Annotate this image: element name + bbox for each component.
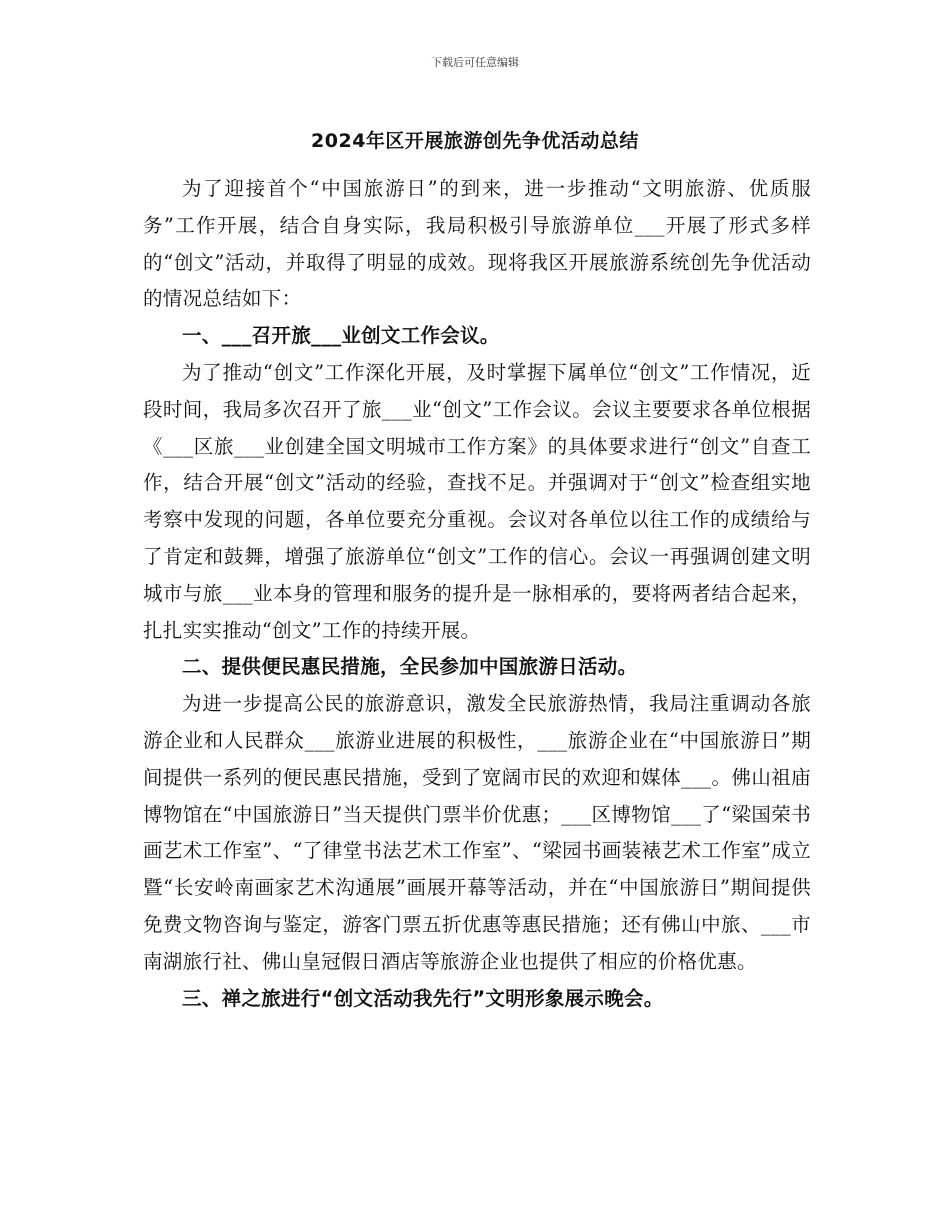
document-title: 2024年区开展旅游创先争优活动总结: [311, 130, 639, 152]
section-1-heading: 一、___召开旅___业创文工作会议。: [182, 324, 500, 348]
section-1-paragraph: 为了推动“创文”工作深化开展，及时掌握下属单位“创文”工作情况，近段时间，我局多次召开了旅___业“创文”工作会议。会议主要要求各单位根据《___区旅___业创建全国文明城市工作方案》的具体要求进行“创文”自查工作，结合开展“创文”活动的经验，查找不足。并强调对于“创文”检查组实地考察中发现的问题，各单位要充分重视。会议对各单位以往工作的成绩给与了肯定和鼓舞，增强了旅游单位“创文”工作的信心。会议一再强调创建文明城市与旅___业本身的管理和服务的提升是一脉相承的，要将两者结合起来，扎扎实实推动“创文”工作的持续开展。: [143, 360, 811, 642]
intro-paragraph: 为了迎接首个“中国旅游日”的到来，进一步推动“文明旅游、优质服务”工作开展，结合自身实际，我局积极引导旅游单位___开展了形式多样的“创文”活动，并取得了明显的成效。现将我区开展旅游系统创先争优活动的情况总结如下：: [143, 177, 811, 311]
document-body: [143, 171, 811, 1017]
section-3-heading: 三、禅之旅进行“创文活动我先行”文明形象展示晚会。: [182, 986, 664, 1010]
page-header-note: 下载后可任意编辑: [431, 56, 519, 69]
section-2-heading: 二、提供便民惠民措施，全民参加中国旅游日活动。: [182, 655, 638, 679]
section-2-paragraph: 为进一步提高公民的旅游意识，激发全民旅游热情，我局注重调动各旅游企业和人民群众___旅游业进展的积极性，___旅游企业在“中国旅游日”期间提供一系列的便民惠民措施，受到了宽阔市民的欢迎和媒体___。佛山祖庙博物馆在“中国旅游日”当天提供门票半价优惠；___区博物馆___了“梁国荣书画艺术工作室”、“了律堂书法艺术工作室”、“梁园书画装裱艺术工作室”成立暨“长安岭南画家艺术沟通展”画展开幕等活动，并在“中国旅游日”期间提供免费文物咨询与鉴定，游客门票五折优惠等惠民措施；还有佛山中旅、___市南湖旅行社、佛山皇冠假日酒店等旅游企业也提供了相应的价格优惠。: [143, 692, 811, 973]
